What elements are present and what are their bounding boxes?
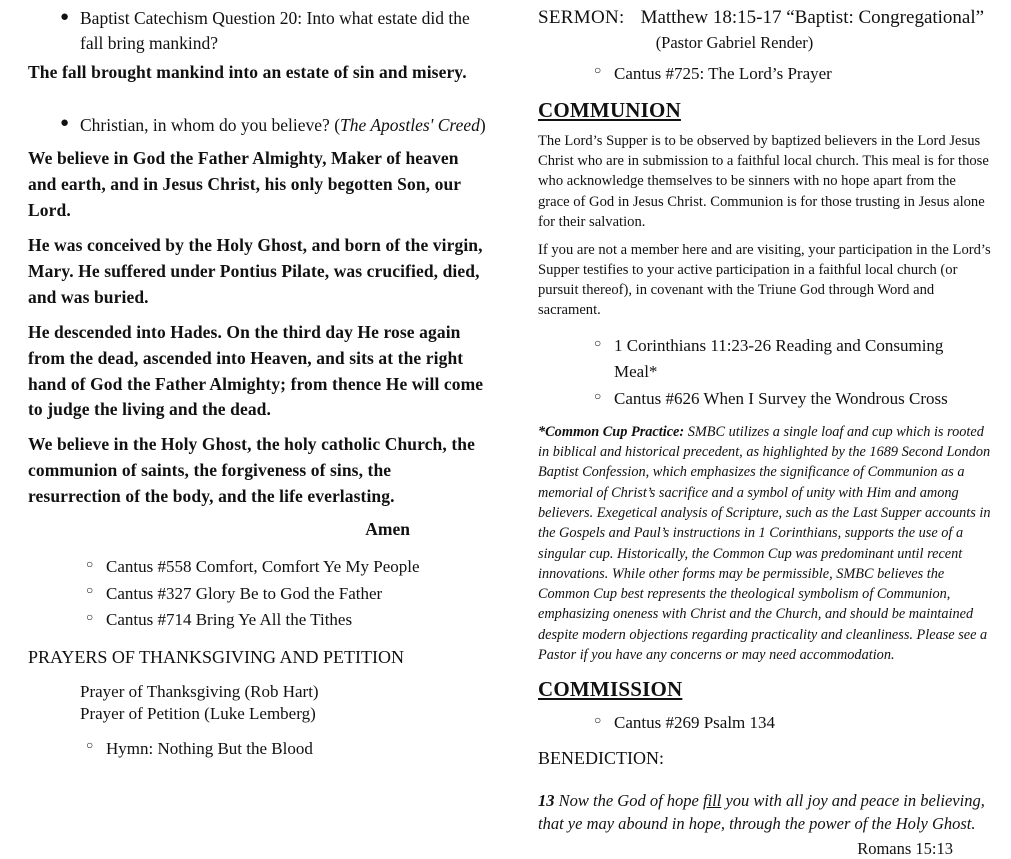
list-item-communion [538, 386, 991, 412]
hymn-label: Cantus #714 Bring Ye All the Tithes [106, 610, 353, 629]
catechism-question [28, 6, 486, 56]
closing-hymn-label: Hymn: Nothing But the Blood [106, 738, 313, 758]
catechism-answer: The fall brought mankind into an estate of sin and misery. [28, 61, 467, 82]
circle-bullet-icon: ○ [86, 583, 94, 598]
sermon-reference: Matthew 18:15-17 “Baptist: Congregational” [640, 7, 985, 28]
list-item-sermon-hymn [538, 61, 991, 87]
list-item-communion [538, 333, 991, 384]
commission-item-label: Cantus #269 Psalm 134 [614, 713, 776, 733]
creed-question [28, 113, 486, 138]
left-column [0, 0, 508, 758]
communion-heading: COMMUNION [538, 98, 681, 123]
list-item-closing-hymn [28, 736, 486, 762]
creed-paragraph: We believe in the Holy Ghost, the holy catholic Church, the communion of saints, the forgiveness of sins, the resurrection of the body, and the life everlasting. [28, 434, 475, 507]
hymn-label: Cantus #558 Comfort, Comfort Ye My People [106, 557, 420, 576]
sermon-preacher: (Pastor Gabriel Render) [655, 32, 814, 52]
circle-bullet-icon: ○ [594, 336, 602, 351]
creed-question-text [80, 115, 486, 135]
catechism-question-text: Baptist Catechism Question 20: Into what estate did the fall bring mankind? [80, 8, 470, 53]
communion-paragraph-2: If you are not a member here and are visiting, your participation in the Lord’s Supper testifies to your active participation in a faithful local church (or pursuit thereof), in covenant with the Triune God through Word and sacrament. [538, 241, 991, 319]
verse-part-1: Now the God of hope [554, 790, 703, 810]
creed-paragraph: He was conceived by the Holy Ghost, and born of the virgin, Mary. He suffered under Pontius Pilate, was crucified, died, and was buried. [28, 235, 483, 307]
circle-bullet-icon: ○ [86, 609, 94, 624]
common-cup-note-lead: *Common Cup Practice: [538, 423, 685, 440]
verse-underlined-word: fill [703, 790, 722, 810]
prayer-line: Prayer of Petition (Luke Lemberg) [80, 704, 316, 724]
communion-paragraph-1: The Lord’s Supper is to be observed by baptized believers in the Lord Jesus Christ who are in submission to a faithful local church. This meal is for those who acknowledge themselves to be sinners with no hope apart from the grace of God in Jesus Christ. Communion is for those trusting in Jesus alone for their salvation. [538, 133, 989, 230]
benediction-verse [538, 789, 991, 835]
circle-bullet-icon: ○ [86, 556, 94, 571]
bullet-dot-icon: ● [60, 8, 70, 25]
list-item-commission [538, 710, 991, 736]
verse-part-2: you with all joy and peace in believing, that ye may abound in hope, through the power of the Holy Ghost. [538, 790, 985, 833]
list-item-hymn [28, 554, 486, 580]
sermon-row [538, 6, 991, 31]
creed-question-end: ) [479, 114, 486, 135]
benediction-label: BENEDICTION: [538, 747, 664, 768]
right-column [508, 0, 1011, 859]
communion-item-label: 1 Corinthians 11:23-26 Reading and Consuming Meal* [614, 336, 944, 381]
sermon-label: SERMON: [538, 7, 625, 28]
sermon-hymn-label: Cantus #725: The Lord’s Prayer [614, 63, 832, 83]
prayers-heading: PRAYERS OF THANKSGIVING AND PETITION [28, 646, 405, 667]
creed-question-main: Christian, in whom do you believe? ( [80, 114, 341, 135]
commission-heading: COMMISSION [538, 677, 683, 702]
communion-item-label: Cantus #626 When I Survey the Wondrous Cross [614, 389, 948, 409]
common-cup-note [538, 422, 991, 666]
list-item-hymn [28, 581, 486, 607]
hymn-label: Cantus #327 Glory Be to God the Father [106, 583, 383, 603]
prayer-line: Prayer of Thanksgiving (Rob Hart) [80, 681, 319, 701]
circle-bullet-icon: ○ [594, 63, 602, 78]
creed-paragraph: He descended into Hades. On the third day He rose again from the dead, ascended into Heaven, and sits at the right hand of God the Father Almighty; from thence He will come to judge the living and the dead. [28, 321, 484, 420]
bullet-dot-icon: ● [60, 115, 70, 132]
common-cup-note-body: SMBC utilizes a single loaf and cup which is rooted in biblical and historical precedent, as highlighted by the 1689 Second London Baptist Confession, which emphasizes the significance of Communion as a memorial of Christ’s sacrifice and a symbol of unity with Him and among believers. Exegetical analysis of Scripture, such as the Last Supper accounts in the Gospels and Paul’s instructions in 1 Corinthians, supports the use of a singular cup. Historically, the Common Cup was predominant until recent innovations. While other forms may be permissible, SMBC believes the Common Cup best represents the theological symbolism of Communion, emphasizing oneness with Christ and the Church, and should be maintained despite modern objections regarding practicality and cleanliness. Please see a Pastor if you have any concerns or may need accommodation. [538, 423, 991, 664]
circle-bullet-icon: ○ [594, 713, 602, 728]
circle-bullet-icon: ○ [86, 738, 94, 753]
verse-number: 13 [538, 790, 555, 810]
amen-text: Amen [365, 519, 410, 539]
creed-question-title: The Apostles' Creed [340, 114, 480, 135]
creed-paragraph: We believe in God the Father Almighty, Maker of heaven and earth, and in Jesus Christ, his only begotten Son, our Lord. [28, 148, 461, 221]
list-item-hymn [28, 607, 486, 633]
verse-reference: Romans 15:13 [857, 839, 953, 859]
circle-bullet-icon: ○ [594, 389, 602, 404]
